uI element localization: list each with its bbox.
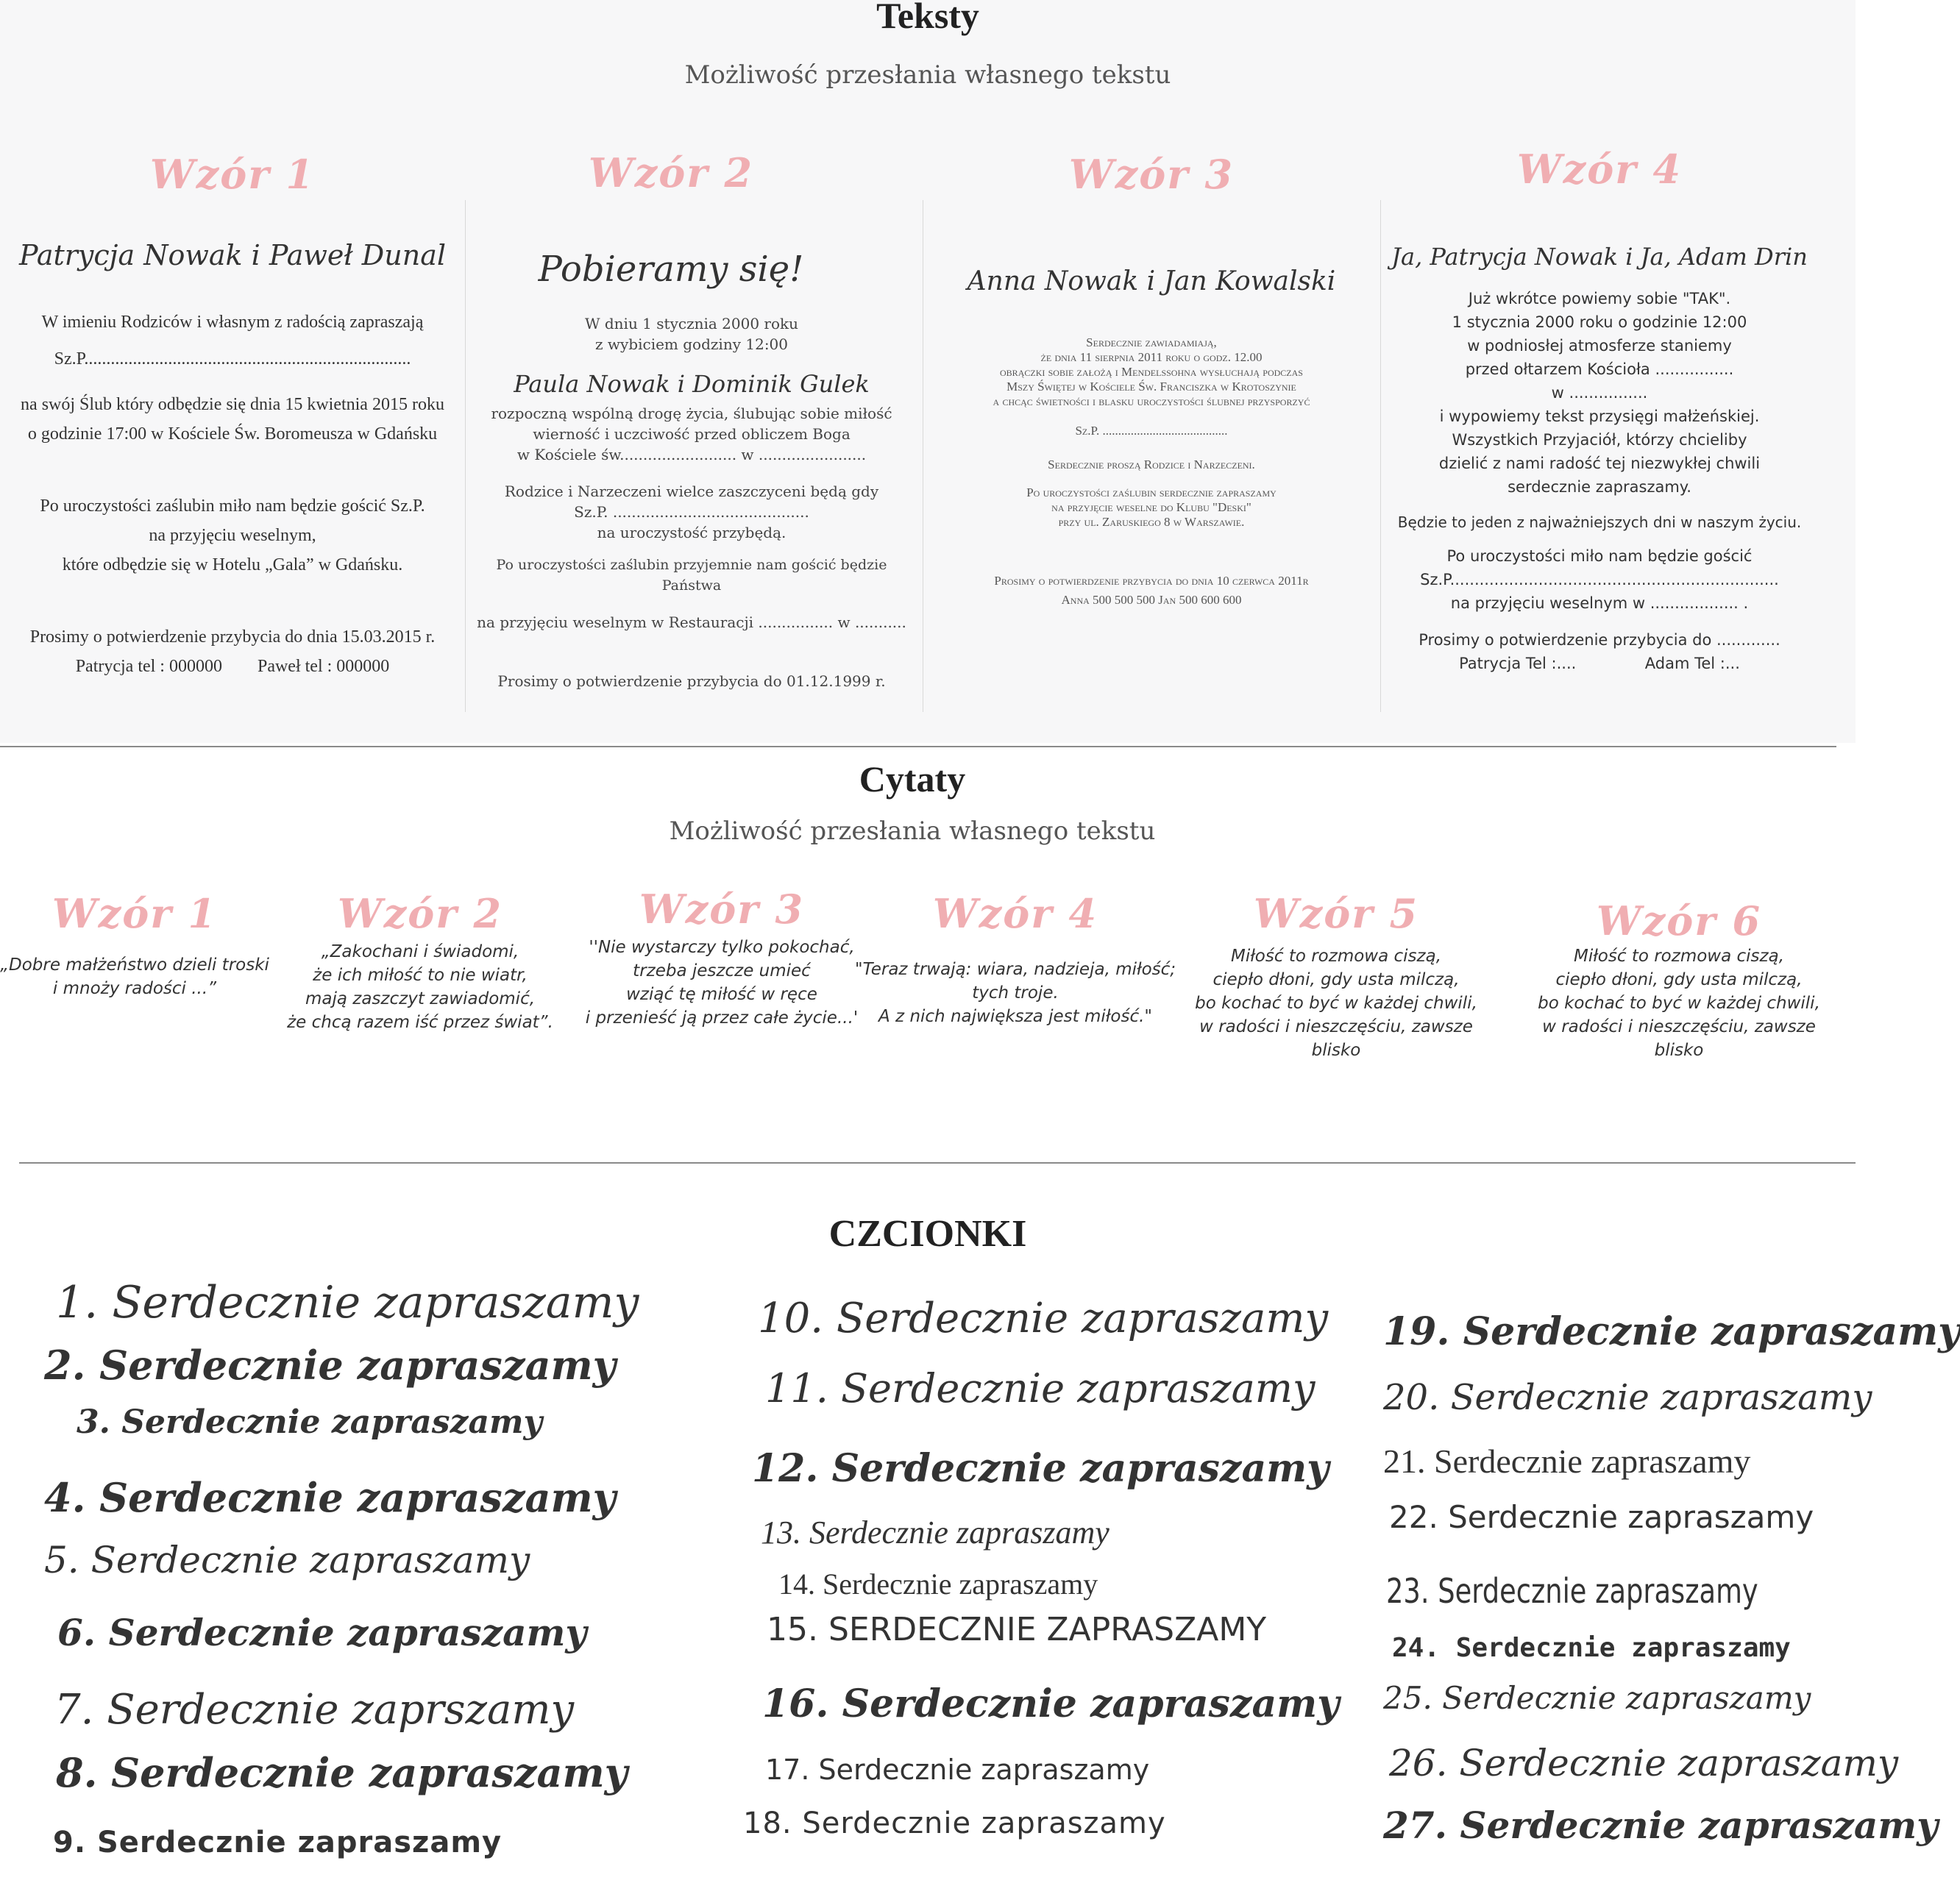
quote-text <box>1174 944 1498 1062</box>
text-line: W imieniu Rodziców i własnym z radością zapraszają <box>41 313 424 332</box>
font-sample: 4. Serdecznie zapraszamy <box>44 1474 616 1521</box>
font-sample: 11. Serdecznie zapraszamy <box>765 1365 1315 1412</box>
section-divider <box>19 1162 1856 1164</box>
text-line: Po uroczystości zaślubin przyjemnie nam gościć będzie Państwa <box>496 557 887 594</box>
text-line: że ich miłość to nie wiatr, <box>313 966 528 985</box>
text-line: Prosimy o potwierdzenie przybycia do dnia 15.03.2015 r. <box>29 627 436 647</box>
text-line: obrączki sobie założą i Mendelssohna wysłuchają podczas <box>1000 365 1303 379</box>
quote-card <box>0 890 269 1000</box>
font-sample: 27. Serdecznie zapraszamy <box>1383 1804 1939 1847</box>
text-line: i wypowiemy tekst przysięgi małżeńskiej. <box>1439 407 1760 425</box>
text-line: wierność i uczciwość przed obliczem Boga <box>533 425 851 443</box>
text-line: w radości i nieszczęściu, zawsze blisko <box>1199 1017 1473 1060</box>
text-line: Sz.P.......................................................................... <box>54 349 411 369</box>
quote-label: Wzór 3 <box>639 886 805 933</box>
text-line: A z nich największa jest miłość." <box>878 1007 1152 1026</box>
font-sample: 22. Serdecznie zapraszamy <box>1389 1499 1814 1535</box>
teksty-subtitle: Możliwość przesłania własnego tekstu <box>684 60 1171 90</box>
font-sample: 19. Serdecznie zapraszamy <box>1383 1309 1960 1354</box>
font-sample: 25. Serdecznie zapraszamy <box>1383 1680 1811 1716</box>
text-line: ciepło dłoni, gdy usta milczą, <box>1555 970 1803 989</box>
font-sample: 23. Serdecznie zapraszamy <box>1386 1571 1758 1611</box>
text-line: Serdecznie zawiadamiają, <box>1086 335 1217 349</box>
text-line: Miłość to rozmowa ciszą, <box>1230 947 1442 966</box>
quote-text <box>853 958 1177 1028</box>
text-line: Po uroczystości zaślubin miło nam będzie gościć Sz.P. <box>40 496 425 516</box>
text-line: o godzinie 17:00 w Kościele Św. Boromeusza w Gdańsku <box>27 424 438 444</box>
quote-card <box>1517 897 1841 1062</box>
text-line: Prosimy o potwierdzenie przybycia do ............. <box>1418 631 1780 649</box>
quote-card <box>571 886 873 1030</box>
wzor-4-label: Wzór 4 <box>1516 146 1683 193</box>
text-line: Rodzice i Narzeczeni wielce zaszczyceni będą gdy <box>504 483 879 500</box>
text-line: Prosimy o potwierdzenie przybycia do dnia 10 czerwca 2011r <box>994 574 1309 588</box>
text-line: bo kochać to być w każdej chwili, <box>1538 994 1820 1013</box>
wzor-1-names: Patrycja Nowak i Paweł Dunal <box>18 239 447 271</box>
font-sample: 5. Serdecznie zapraszamy <box>44 1539 530 1581</box>
cytaty-subtitle: Możliwość przesłania własnego tekstu <box>669 816 1156 846</box>
text-line: rozpoczną wspólną drogę życia, ślubując sobie miłość <box>491 405 892 422</box>
font-sample: 26. Serdecznie zapraszamy <box>1389 1742 1899 1784</box>
wzor-4-text <box>1380 287 1819 675</box>
text-line: W dniu 1 stycznia 2000 roku <box>584 315 799 332</box>
quote-label: Wzór 1 <box>52 890 218 937</box>
text-line: Serdecznie proszą Rodzice i Narzeczeni. <box>1048 458 1255 471</box>
wzor-1-text <box>0 307 465 681</box>
text-line: ''Nie wystarczy tylko pokochać, <box>589 938 855 957</box>
text-line: w ................ <box>1551 384 1648 402</box>
text-line: w podniosłej atmosferze staniemy <box>1467 337 1732 355</box>
text-line: Patrycja Tel :.... Adam Tel :... <box>1459 655 1740 672</box>
wzor-4-names: Ja, Patrycja Nowak i Ja, Adam Drin <box>1391 243 1808 271</box>
text-line: wziąć tę miłość w ręce <box>626 985 817 1004</box>
text-line: Prosimy o potwierdzenie przybycia do 01.12.1999 r. <box>497 672 886 690</box>
font-sample: 17. Serdecznie zapraszamy <box>765 1754 1150 1786</box>
font-sample: 2. Serdecznie zapraszamy <box>44 1342 616 1389</box>
text-line: i przenieść ją przez całe życie...' <box>585 1008 859 1028</box>
text-line: na przyjęciu weselnym w Restauracji ................ w ........... <box>477 613 906 631</box>
quote-text <box>0 953 269 1000</box>
text-line: w Kościele św......................... w ....................... <box>516 446 867 463</box>
font-sample: 6. Serdecznie zapraszamy <box>57 1611 587 1654</box>
wzor-3-text <box>923 335 1380 608</box>
text-line: Już wkrótce powiemy sobie "TAK". <box>1468 290 1731 307</box>
text-line: Po uroczystości miło nam będzie gościć <box>1446 547 1753 565</box>
wzor-2-text <box>465 313 918 691</box>
text-line: na przyjęciu weselnym, <box>149 526 316 545</box>
quote-card <box>269 890 571 1034</box>
font-sample: 10. Serdecznie zapraszamy <box>758 1295 1329 1342</box>
font-sample: 3. Serdecznie zapraszamy <box>77 1403 543 1441</box>
font-sample: 8. Serdecznie zapraszamy <box>56 1749 628 1796</box>
font-sample: 18. Serdecznie zapraszamy <box>743 1807 1166 1840</box>
wzor-2-label: Wzór 2 <box>588 149 754 196</box>
text-line: tych troje. <box>972 983 1059 1003</box>
text-line: "Teraz trwają: wiara, nadzieja, miłość; <box>854 960 1176 979</box>
text-line: Po uroczystości zaślubin serdecznie zapraszamy <box>1026 485 1277 499</box>
text-line: i mnoży radości ...” <box>52 979 217 998</box>
text-line: Będzie to jeden z najważniejszych dni w naszym życiu. <box>1397 513 1802 531</box>
quotes-row <box>0 886 1856 1081</box>
text-line: na swój Ślub który odbędzie się dnia 15 kwietnia 2015 roku <box>21 395 444 414</box>
font-sample: 21. Serdecznie zapraszamy <box>1383 1442 1751 1480</box>
czcionki-title: CZCIONKI <box>828 1213 1027 1255</box>
cytaty-title: Cytaty <box>859 758 966 800</box>
text-line: trzeba jeszcze umieć <box>633 961 811 980</box>
text-line: na przyjęciu weselnym w .................. . <box>1450 594 1749 612</box>
text-line: a chcąc świetności i blasku uroczystości ślubnej przysporzyć <box>993 394 1310 408</box>
font-column-3 <box>1383 1309 1960 1847</box>
text-line: ciepło dłoni, gdy usta milczą, <box>1212 970 1460 989</box>
quote-label: Wzór 2 <box>337 890 503 937</box>
font-sample: 24. Serdecznie zapraszamy <box>1392 1633 1791 1663</box>
text-line: które odbędzie się w Hotelu „Gala” w Gdańsku. <box>62 555 403 574</box>
text-line: Wszystkich Przyjaciół, którzy chcieliby <box>1452 431 1747 449</box>
quote-label: Wzór 4 <box>932 890 1098 937</box>
font-sample: 1. Serdecznie zapraszamy <box>56 1277 639 1328</box>
font-sample: 15. SERDECZNIE ZAPRASZAMY <box>767 1611 1267 1648</box>
font-sample: 14. Serdecznie zapraszamy <box>778 1567 1098 1601</box>
text-line: z wybiciem godziny 12:00 <box>594 335 789 353</box>
text-line: „Dobre małżeństwo dzieli troski <box>0 955 269 975</box>
wzor-2-headline: Pobieramy się! <box>538 249 804 290</box>
font-sample: 16. Serdecznie zapraszamy <box>762 1681 1340 1726</box>
text-line: bo kochać to być w każdej chwili, <box>1195 994 1477 1013</box>
quote-card <box>1174 890 1498 1062</box>
text-line: serdecznie zapraszamy. <box>1508 478 1691 496</box>
quote-label: Wzór 5 <box>1253 890 1419 937</box>
text-line: na uroczystość przybędą. <box>597 524 787 541</box>
font-sample: 12. Serdecznie zapraszamy <box>752 1446 1329 1491</box>
font-sample: 20. Serdecznie zapraszamy <box>1383 1377 1872 1418</box>
quote-card <box>853 890 1177 1028</box>
wzor-3-names: Anna Nowak i Jan Kowalski <box>967 266 1336 296</box>
text-line: Mszy Świętej w Kościele Św. Franciszka w Krotoszynie <box>1006 380 1296 394</box>
text-line: Anna 500 500 500 Jan 500 600 600 <box>1061 593 1242 607</box>
teksty-title: Teksty <box>876 0 979 36</box>
text-line: dzielić z nami radość tej niezwykłej chwili <box>1438 455 1761 472</box>
wzor-1-label: Wzór 1 <box>149 151 316 198</box>
quote-text <box>269 940 571 1034</box>
text-line: Sz.P................................................................... <box>1420 571 1779 588</box>
text-line: Sz.P. .......................................... <box>574 503 809 521</box>
font-column-1 <box>44 1277 639 1859</box>
text-line: że chcą razem iść przez świat”. <box>287 1013 553 1032</box>
section-divider <box>0 746 1836 747</box>
text-line: Miłość to rozmowa ciszą, <box>1573 947 1785 966</box>
text-line: Sz.P. ........................................ <box>1075 424 1228 438</box>
font-sample: 7. Serdecznie zaprszamy <box>54 1686 575 1734</box>
quote-label: Wzór 6 <box>1596 897 1762 944</box>
quote-text <box>571 936 873 1030</box>
text-line: w radości i nieszczęściu, zawsze blisko <box>1542 1017 1816 1060</box>
font-column-2 <box>743 1295 1340 1840</box>
wzor-3-label: Wzór 3 <box>1068 151 1235 198</box>
text-line: na przyjęcie weselne do Klubu "Deski" <box>1051 500 1251 514</box>
text-line: Patrycja tel : 000000 Paweł tel : 000000 <box>75 657 390 676</box>
quote-text <box>1517 944 1841 1062</box>
text-line: przed ołtarzem Kościoła ................ <box>1465 360 1734 378</box>
wzor-2-names: Paula Nowak i Dominik Gulek <box>514 370 870 398</box>
font-sample: 9. Serdecznie zapraszamy <box>53 1826 503 1859</box>
text-line: 1 stycznia 2000 roku o godzinie 12:00 <box>1452 313 1747 331</box>
text-line: przy ul. Zaruskiego 8 w Warszawie. <box>1058 515 1245 529</box>
text-line: mają zaszczyt zawiadomić, <box>305 989 536 1008</box>
text-line: „Zakochani i świadomi, <box>321 942 519 961</box>
text-line: że dnia 11 sierpnia 2011 roku o godz. 12.00 <box>1040 350 1263 364</box>
font-sample: 13. Serdecznie zapraszamy <box>761 1514 1109 1551</box>
